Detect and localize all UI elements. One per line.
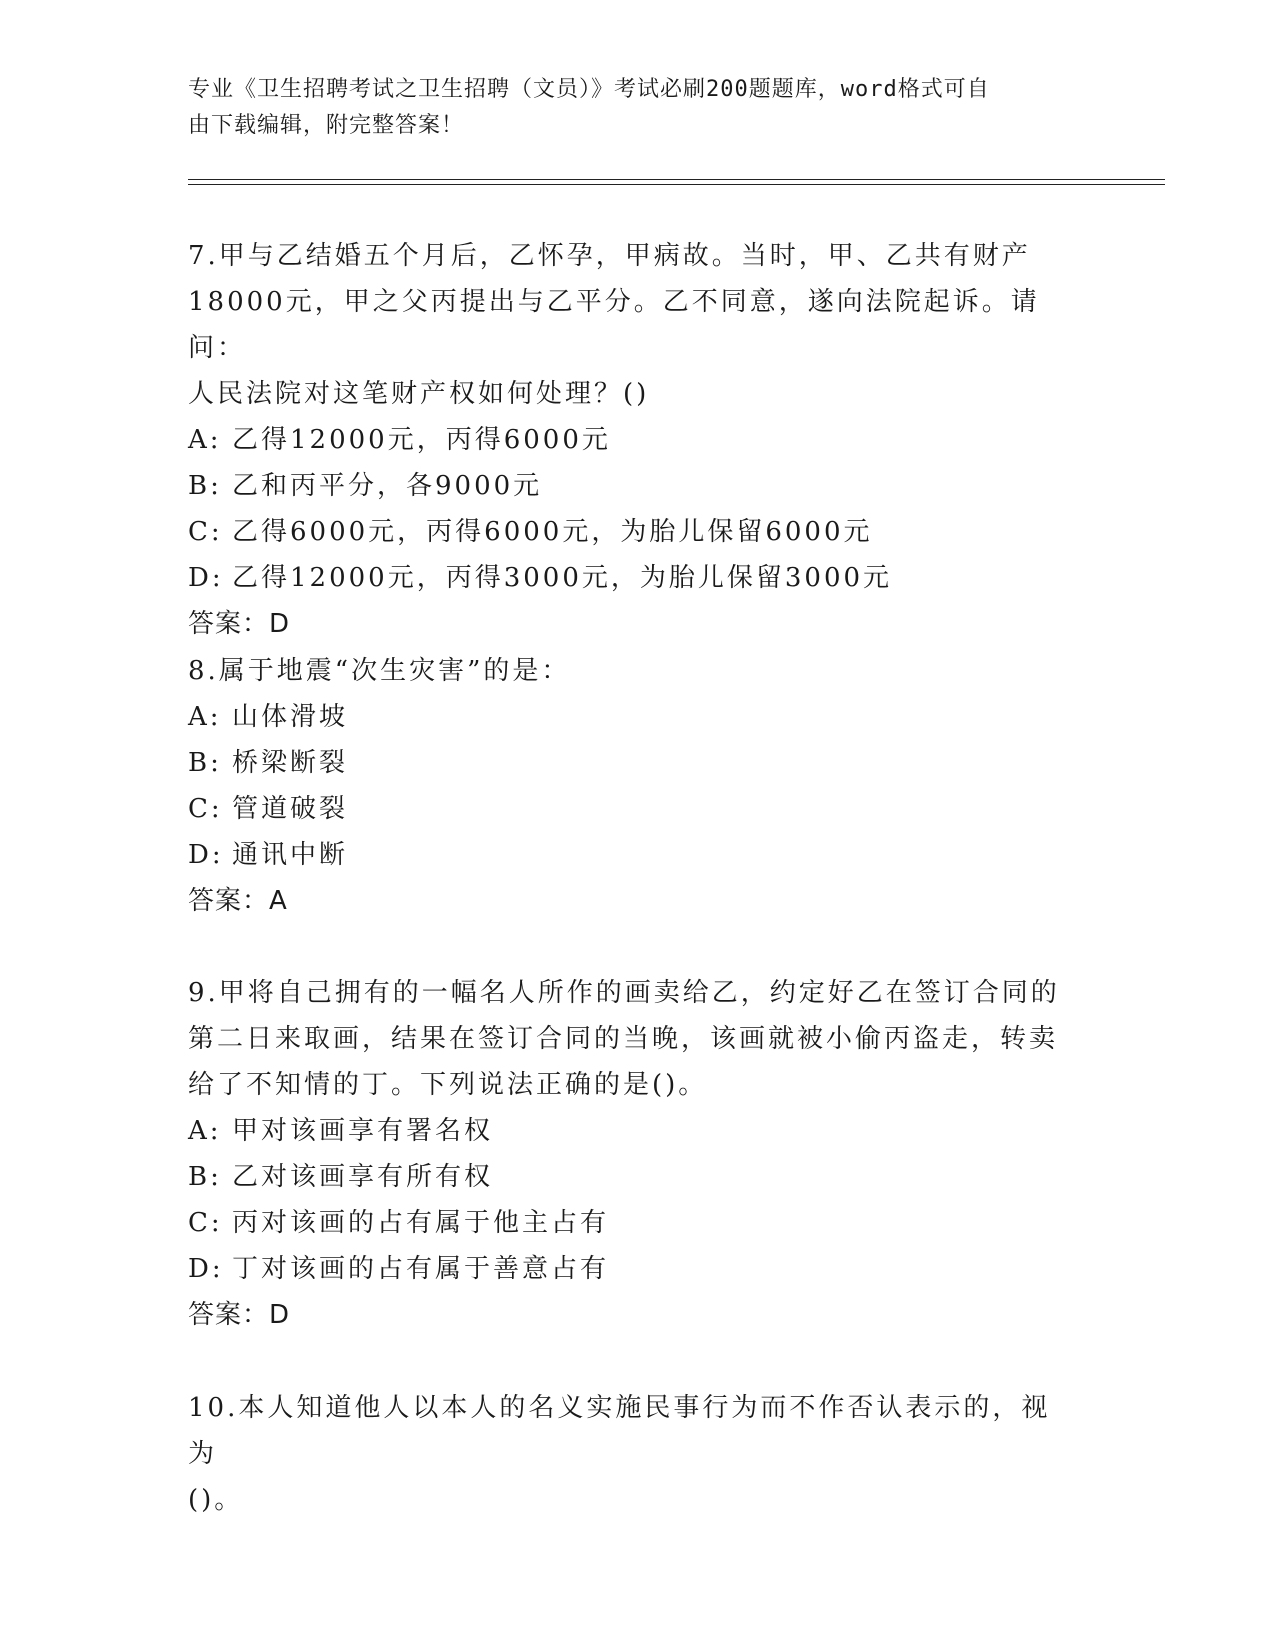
option-text: 乙和丙平分，各9000元 (232, 471, 543, 501)
option-letter: D: (188, 840, 224, 870)
option-letter: D: (188, 563, 224, 593)
option-d (188, 1246, 1078, 1292)
option-letter: C: (188, 1208, 223, 1238)
option-b (188, 1154, 1078, 1200)
question-8 (188, 648, 1078, 924)
option-text: 乙得6000元，丙得6000元，为胎儿保留6000元 (232, 517, 873, 547)
option-letter: A: (188, 425, 222, 455)
option-text: 乙对该画享有所有权 (232, 1162, 494, 1192)
answer-line: 答案：D (188, 609, 291, 639)
question-text-line: 7.甲与乙结婚五个月后，乙怀孕，甲病故。当时，甲、乙共有财产 (188, 241, 1031, 271)
option-text: 乙得12000元，丙得6000元 (232, 425, 611, 455)
option-text: 管道破裂 (232, 794, 349, 824)
question-text-line: 人民法院对这笔财产权如何处理？() (188, 379, 650, 409)
option-letter: C: (188, 794, 223, 824)
question-text-line: 9.甲将自己拥有的一幅名人所作的画卖给乙，约定好乙在签订合同的 (188, 978, 1060, 1008)
document-header (188, 72, 1068, 144)
option-letter: B: (188, 1162, 222, 1192)
question-7 (188, 233, 1078, 647)
option-c (188, 1200, 1078, 1246)
question-10 (188, 1385, 1078, 1523)
question-text-line: 给了不知情的丁。下列说法正确的是()。 (188, 1070, 708, 1100)
question-text-line: 18000元，甲之父丙提出与乙平分。乙不同意，遂向法院起诉。请问： (188, 287, 1040, 363)
option-c (188, 509, 1078, 555)
option-b (188, 740, 1078, 786)
option-letter: A: (188, 1116, 222, 1146)
option-text: 通讯中断 (232, 840, 349, 870)
option-c (188, 786, 1078, 832)
option-text: 丙对该画的占有属于他主占有 (232, 1208, 610, 1238)
question-text-line: 第二日来取画，结果在签订合同的当晚，该画就被小偷丙盗走，转卖 (188, 1024, 1059, 1054)
question-text-line: ()。 (188, 1485, 244, 1515)
option-d (188, 832, 1078, 878)
answer-line: 答案：D (188, 1300, 291, 1330)
option-text: 桥梁断裂 (232, 748, 349, 778)
option-a (188, 417, 1078, 463)
option-letter: B: (188, 471, 222, 501)
option-letter: C: (188, 517, 223, 547)
option-text: 丁对该画的占有属于善意占有 (232, 1254, 610, 1284)
option-letter: B: (188, 748, 222, 778)
option-b (188, 463, 1078, 509)
header-divider-bottom (188, 184, 1165, 185)
question-text-line: 10.本人知道他人以本人的名义实施民事行为而不作否认表示的，视为 (188, 1393, 1051, 1469)
header-divider-top (188, 179, 1165, 180)
header-line-2: 由下载编辑，附完整答案！ (188, 113, 465, 138)
option-letter: D: (188, 1254, 224, 1284)
question-9 (188, 970, 1078, 1338)
option-a (188, 1108, 1078, 1154)
option-letter: A: (188, 702, 222, 732)
option-d (188, 555, 1078, 601)
question-text-line: 8.属于地震“次生灾害”的是： (188, 656, 571, 686)
answer-line: 答案：A (188, 886, 288, 916)
header-line-1: 专业《卫生招聘考试之卫生招聘（文员）》考试必刷200题题库，word格式可自 (188, 77, 990, 102)
option-a (188, 694, 1078, 740)
option-text: 山体滑坡 (232, 702, 349, 732)
option-text: 甲对该画享有署名权 (232, 1116, 494, 1146)
option-text: 乙得12000元，丙得3000元，为胎儿保留3000元 (232, 563, 893, 593)
